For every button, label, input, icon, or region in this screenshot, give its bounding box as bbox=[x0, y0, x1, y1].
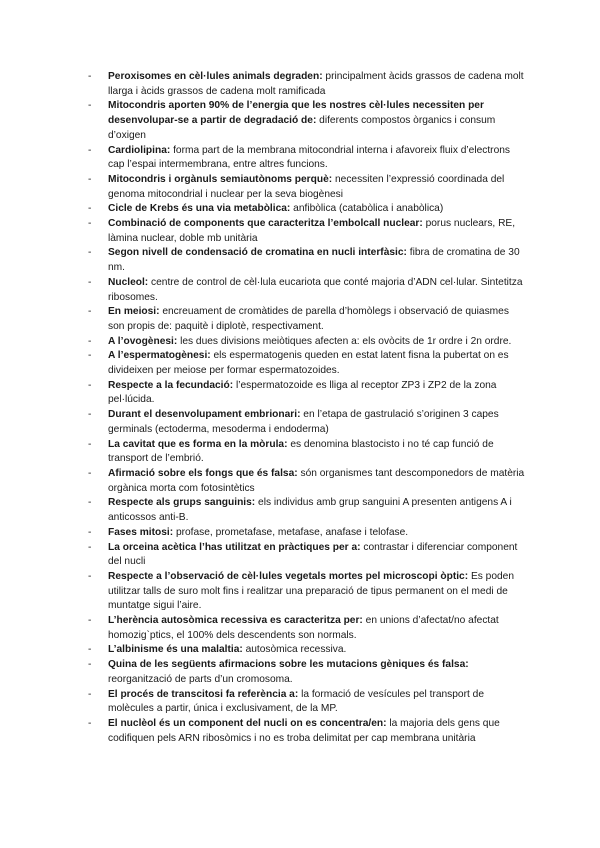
question-text: El nuclèol és un component del nucli on es concentra/en: bbox=[108, 717, 387, 729]
bullet-dash-icon: - bbox=[88, 644, 92, 656]
bullet-dash-icon: - bbox=[88, 659, 92, 671]
bullet-dash-icon: - bbox=[88, 276, 92, 288]
list-item bbox=[88, 99, 528, 143]
bullet-dash-icon: - bbox=[88, 467, 92, 479]
answer-text: centre de control de cèl·lula eucariota que conté majoria d’ADN cel·lular. Sintetitza ribosomes. bbox=[108, 276, 523, 303]
list-item bbox=[88, 173, 528, 202]
list-item bbox=[88, 541, 528, 570]
question-text: Cardiolipina: bbox=[108, 144, 171, 156]
question-text: A l’ovogènesi: bbox=[108, 335, 178, 347]
question-text: Cicle de Krebs és una via metabòlica: bbox=[108, 203, 291, 215]
answer-text: contrastar i diferenciar component del nucli bbox=[108, 541, 518, 568]
list-item bbox=[88, 144, 528, 173]
answer-text: autosòmica recessiva. bbox=[242, 644, 347, 656]
question-text: Respecte als grups sanguinis: bbox=[108, 497, 256, 509]
bullet-dash-icon: - bbox=[88, 379, 92, 391]
answer-text: profase, prometafase, metafase, anafase i telofase. bbox=[173, 526, 409, 538]
question-text: Combinació de components que caracteritza l’embolcall nuclear: bbox=[108, 218, 423, 230]
bullet-dash-icon: - bbox=[88, 438, 92, 450]
answer-text: l’espermatozoide es lliga al receptor ZP3 i ZP2 de la zona pel·lúcida. bbox=[108, 379, 497, 406]
bullet-dash-icon: - bbox=[88, 173, 92, 185]
bullet-dash-icon: - bbox=[88, 218, 92, 230]
document-page bbox=[88, 70, 528, 746]
question-text: Durant el desenvolupament embrionari: bbox=[108, 409, 301, 421]
answer-text: encreuament de cromàtides de parella d’homòlegs i observació de quiasmes son propis de: paquitè i diplotè, respectivament. bbox=[108, 306, 509, 332]
bullet-dash-icon: - bbox=[88, 688, 92, 700]
answer-text: en l’etapa de gastrulació s’originen 3 capes germinals (ectoderma, mesoderma i endoderma) bbox=[108, 409, 499, 435]
list-item bbox=[88, 70, 528, 99]
question-text: Mitocondris aporten 90% de l’energia que les nostres cèl·lules necessiten per desenvolupar-se a partir de degradació de: bbox=[108, 100, 484, 127]
bullet-dash-icon: - bbox=[88, 100, 92, 112]
bullet-dash-icon: - bbox=[88, 203, 92, 215]
answer-text: la majoria dels gens que codifiquen pels ARN ribosòmics i no es troba delimitat per cap membrana unitària bbox=[108, 717, 500, 744]
list-item bbox=[88, 717, 528, 746]
question-text: Fases mitosi: bbox=[108, 526, 174, 538]
question-text: Respecte a la fecundació: bbox=[108, 379, 234, 391]
question-text: La cavitat que es forma en la mòrula: bbox=[108, 438, 288, 450]
list-item bbox=[88, 379, 528, 408]
bullet-dash-icon: - bbox=[88, 497, 92, 509]
bullet-dash-icon: - bbox=[88, 247, 92, 259]
list-item bbox=[88, 202, 528, 217]
bullet-dash-icon: - bbox=[88, 409, 92, 421]
answer-text: en unions d’afectat/no afectat homozig`ptics, el 100% dels descendents son normals. bbox=[108, 615, 499, 641]
list-item bbox=[88, 526, 528, 541]
answer-text: porus nuclears, RE, làmina nuclear, doble mb unitària bbox=[108, 218, 516, 244]
answer-text: la formació de vesícules pel transport de molècules a partir, única i exclusivament, de la MP. bbox=[108, 688, 484, 715]
bullet-dash-icon: - bbox=[88, 335, 92, 347]
question-text: En meiosi: bbox=[108, 306, 160, 318]
question-text: L’albinisme és una malaltia: bbox=[108, 644, 243, 656]
list-item bbox=[88, 335, 528, 350]
bullet-list bbox=[88, 70, 528, 746]
answer-text: les dues divisions meiòtiques afecten a: els ovòcits de 1r ordre i 2n ordre. bbox=[177, 335, 512, 347]
question-text: Respecte a l’observació de cèl·lules vegetals mortes pel microscopi òptic: bbox=[108, 570, 469, 582]
list-item bbox=[88, 570, 528, 614]
list-item bbox=[88, 643, 528, 658]
bullet-dash-icon: - bbox=[88, 526, 92, 538]
answer-text: diferents compostos òrganics i consum d’oxigen bbox=[108, 115, 496, 141]
answer-text: principalment àcids grassos de cadena molt llarga i àcids grassos de cadena molt ramificada bbox=[108, 71, 524, 97]
answer-text: els espermatogenis queden en estat latent fisna la pubertat on es divideixen per meiose per formar espermatozoides. bbox=[108, 350, 509, 377]
question-text: L’herència autosòmica recessiva es caracteritza per: bbox=[108, 615, 363, 627]
list-item bbox=[88, 217, 528, 246]
list-item bbox=[88, 438, 528, 467]
answer-text: fibra de cromatina de 30 nm. bbox=[108, 247, 520, 274]
answer-text: Es poden utilitzar talls de suro molt fins i realitzar una preparació de tipus permanent on el medi de muntatge sigui l’aire. bbox=[108, 570, 514, 612]
answer-text: forma part de la membrana mitocondrial interna i afavoreix fluix d’electrons cap l’espai intermembrana, entre altres funcions. bbox=[108, 144, 511, 171]
list-item bbox=[88, 496, 528, 525]
answer-text: són organismes tant descomponedors de matèria orgànica morta com fotosintètics bbox=[108, 467, 525, 494]
answer-text: els individus amb grup sanguini A presenten antigens A i anticossos anti-B. bbox=[108, 497, 512, 524]
question-text: Quina de les següents afirmacions sobre les mutacions gèniques és falsa: bbox=[108, 659, 469, 671]
list-item bbox=[88, 688, 528, 717]
answer-text: reorganització de parts d’un cromosoma. bbox=[108, 673, 293, 685]
bullet-dash-icon: - bbox=[88, 350, 92, 362]
question-text: Afirmació sobre els fongs que és falsa: bbox=[108, 467, 298, 479]
list-item bbox=[88, 467, 528, 496]
bullet-dash-icon: - bbox=[88, 541, 92, 553]
answer-text: necessiten l’expressió coordinada del genoma mitocondrial i nuclear per la seva biogènesi bbox=[108, 173, 505, 200]
list-item bbox=[88, 408, 528, 437]
question-text: El procés de transcitosi fa referència a: bbox=[108, 688, 299, 700]
bullet-dash-icon: - bbox=[88, 570, 92, 582]
list-item bbox=[88, 276, 528, 305]
bullet-dash-icon: - bbox=[88, 71, 92, 82]
question-text: Mitocondris i orgànuls semiautònoms perquè: bbox=[108, 173, 333, 185]
list-item bbox=[88, 246, 528, 275]
answer-text: es denomina blastocisto i no té cap funció de transport de l’embrió. bbox=[108, 438, 494, 465]
question-text: Nucleol: bbox=[108, 276, 149, 288]
question-text: Peroxisomes en cèl·lules animals degraden: bbox=[108, 71, 323, 82]
bullet-dash-icon: - bbox=[88, 306, 92, 318]
bullet-dash-icon: - bbox=[88, 615, 92, 627]
bullet-dash-icon: - bbox=[88, 144, 92, 156]
list-item bbox=[88, 305, 528, 334]
question-text: La orceina acètica l’has utilitzat en pràctiques per a: bbox=[108, 541, 361, 553]
question-text: A l’espermatogènesi: bbox=[108, 350, 211, 362]
question-text: Segon nivell de condensació de cromatina en nucli interfàsic: bbox=[108, 247, 407, 259]
list-item bbox=[88, 349, 528, 378]
list-item bbox=[88, 614, 528, 643]
answer-text: anfibòlica (catabòlica i anabòlica) bbox=[290, 203, 444, 215]
list-item bbox=[88, 658, 528, 687]
bullet-dash-icon: - bbox=[88, 717, 92, 729]
